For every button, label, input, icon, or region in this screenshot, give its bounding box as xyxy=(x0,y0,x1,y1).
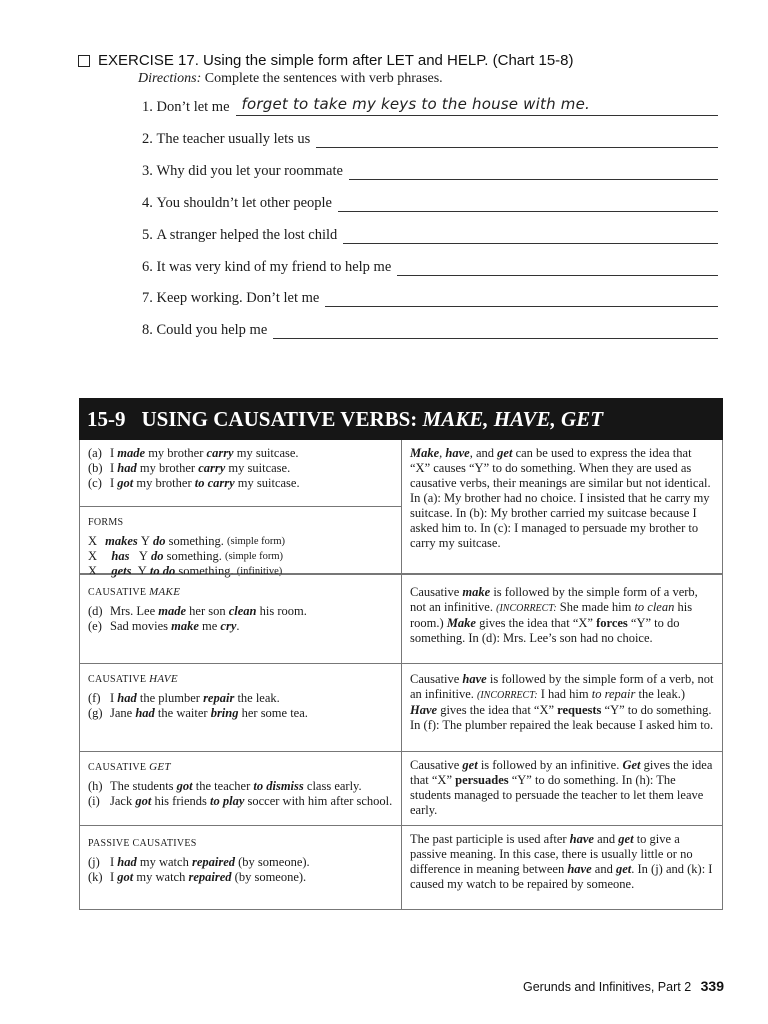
item-number: 5. xyxy=(142,227,153,243)
section-label: CAUSATIVE GET xyxy=(88,761,171,773)
example-c: (c) I got my brother to carry my suitcase. xyxy=(88,476,300,490)
example-e: (e) Sad movies make me cry. xyxy=(88,619,240,633)
answer-line[interactable] xyxy=(325,289,718,307)
chart-title-verbs: MAKE, HAVE, GET xyxy=(422,406,604,431)
example-i: (i) Jack got his friends to play soccer with him after school. xyxy=(88,794,393,808)
footer-section: Gerunds and Infinitives, Part 2 xyxy=(523,980,692,994)
exercise-item xyxy=(142,192,718,212)
exercise-item xyxy=(142,224,718,244)
answer-line[interactable] xyxy=(236,95,718,116)
form-get: X gets Y to do something. (infinitive) xyxy=(88,564,283,578)
item-prompt: Could you help me xyxy=(156,322,268,338)
item-number: 2. xyxy=(142,131,153,147)
explanation-text: can be used to express the idea that “X” causes “Y” to do something. When they are used as causative verbs, their meanings are similar but not identical. In (a): My brother had no choice. I insisted that he carry my suitcase. In (b): My brother carried my suitcase because I asked him to. In (c): I managed to persuade my brother to carry my suitcase. xyxy=(410,446,711,550)
exercise-item xyxy=(142,96,718,116)
exercise-item xyxy=(142,319,718,339)
item-prompt: Why did you let your roommate xyxy=(156,163,343,179)
item-prompt: It was very kind of my friend to help me xyxy=(156,259,392,275)
item-prompt: Keep working. Don’t let me xyxy=(156,290,320,306)
explanation-cell: The past participle is used after have and get to give a passive meaning. In this case, there is usually little or no difference in meaning between have and get. In (j) and (k): I caused my watch to be repaired by someone. xyxy=(410,832,713,891)
chart-title-bar xyxy=(79,398,723,440)
answer-line[interactable] xyxy=(349,162,718,180)
page-number: 339 xyxy=(700,978,724,994)
explanation-cell: Causative get is followed by an infinitive. Get gives the idea that “X” persuades “Y” to do something. In (h): The students managed to persuade the teacher to let them leave early. xyxy=(410,758,713,817)
item-prompt: The teacher usually lets us xyxy=(156,131,311,147)
item-prompt: You shouldn’t let other people xyxy=(156,195,332,211)
examples-cell xyxy=(80,664,402,751)
examples-cell xyxy=(80,575,402,663)
explanation-cell: Make, have, and get can be used to express the idea that “X” causes “Y” to do something. When they are used as causative verbs, their meanings are similar but not identical. In (a): My brother had no choice. I insisted that he carry my suitcase. In (b): My brother carried my suitcase because I asked him to. In (c): I managed to persuade my brother to carry my suitcase. xyxy=(410,446,711,550)
answer-line[interactable] xyxy=(343,226,718,244)
example-g: (g) Jane had the waiter bring her some tea. xyxy=(88,706,308,720)
answer-line[interactable] xyxy=(273,321,718,339)
example-j: (j) I had my watch repaired (by someone). xyxy=(88,855,310,869)
item-number: 3. xyxy=(142,163,153,179)
form-have: X has Y do something. (simple form) xyxy=(88,549,283,563)
handwritten-answer: forget to take my keys to the house with me. xyxy=(241,95,590,113)
examples-cell xyxy=(80,826,402,909)
exercise-item xyxy=(142,256,718,276)
checkbox-icon[interactable] xyxy=(78,55,90,67)
directions-text: Complete the sentences with verb phrases. xyxy=(204,71,443,86)
exercise-item xyxy=(142,128,718,148)
forms-block xyxy=(80,506,401,579)
forms-label: FORMS xyxy=(88,517,124,528)
section-label: PASSIVE CAUSATIVES xyxy=(88,838,197,849)
item-number: 4. xyxy=(142,195,153,211)
chart-number: 15-9 xyxy=(87,406,126,431)
chart-row-make xyxy=(79,574,723,664)
answer-line[interactable] xyxy=(338,194,718,212)
exercise-directions xyxy=(138,71,443,87)
answer-line[interactable] xyxy=(316,130,718,148)
examples-cell xyxy=(80,440,402,578)
exercise-item xyxy=(142,287,718,307)
page-footer xyxy=(523,978,724,994)
item-number: 7. xyxy=(142,290,153,306)
item-number: 1. xyxy=(142,99,153,115)
section-label: CAUSATIVE HAVE xyxy=(88,673,178,685)
explanation-cell: Causative make is followed by the simple form of a verb, not an infinitive. (INCORRECT: She made him to clean his room.) Make gives the idea that “X” forces “Y” to do something. In (d): Mrs. Lee’s son had no choice. xyxy=(410,585,698,645)
examples-cell xyxy=(80,752,402,825)
example-d: (d) Mrs. Lee made her son clean his room. xyxy=(88,604,307,618)
directions-label: Directions: xyxy=(138,71,202,86)
chart-row-passive xyxy=(79,826,723,910)
answer-line[interactable] xyxy=(397,258,718,276)
chart-row-get xyxy=(79,752,723,826)
item-number: 8. xyxy=(142,322,153,338)
item-prompt: Don’t let me xyxy=(156,99,230,115)
explanation-cell: Causative have is followed by the simple form of a verb, not an infinitive. (INCORRECT: I had him to repair the leak.) Have gives the idea that “X” requests “Y” to do something. In (f): The plumber repaired the leak because I asked him to. xyxy=(410,672,714,732)
section-label: CAUSATIVE MAKE xyxy=(88,586,181,598)
example-a: (a) I made my brother carry my suitcase. xyxy=(88,446,299,460)
exercise-title: EXERCISE 17. Using the simple form after LET and HELP. (Chart 15-8) xyxy=(98,52,574,69)
chart-row-have xyxy=(79,664,723,752)
example-f: (f) I had the plumber repair the leak. xyxy=(88,691,280,705)
chart-title: USING CAUSATIVE VERBS: xyxy=(141,406,418,431)
exercise-item xyxy=(142,160,718,180)
example-h: (h) The students got the teacher to dismiss class early. xyxy=(88,779,362,793)
form-make: X makes Y do something. (simple form) xyxy=(88,534,286,548)
item-number: 6. xyxy=(142,259,153,275)
example-b: (b) I had my brother carry my suitcase. xyxy=(88,461,291,475)
chart-row-intro xyxy=(79,440,723,578)
item-prompt: A stranger helped the lost child xyxy=(156,227,338,243)
example-k: (k) I got my watch repaired (by someone). xyxy=(88,870,307,884)
exercise-header xyxy=(78,52,574,69)
